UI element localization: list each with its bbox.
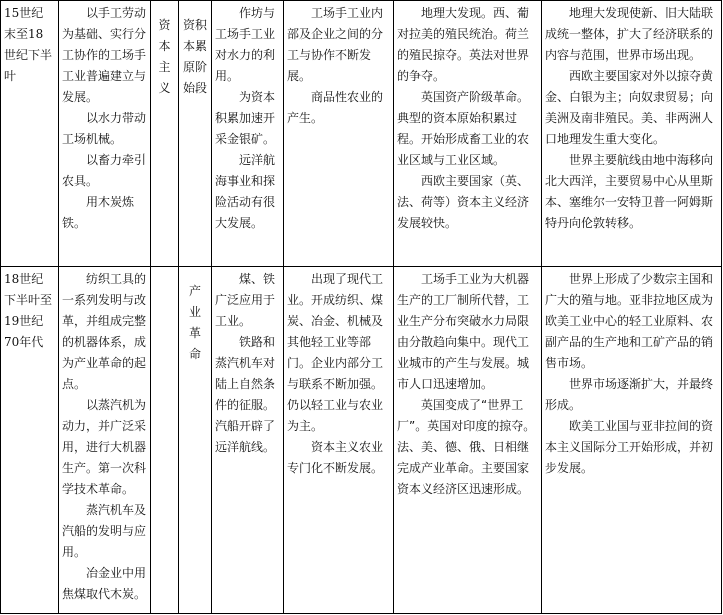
world-cell [542,1,722,267]
industry-para: 商品性农业的产生。 [287,90,384,125]
phase-text: 产业革命 [188,284,201,361]
transport-cell [212,267,284,614]
transport-cell [212,1,284,267]
period-text: 18世纪下半叶至19世纪70年代 [4,272,53,349]
tech-para: 蒸汽机车及汽船的发明与应用。 [62,503,147,559]
society-cell [394,1,542,267]
tech-para: 以畜力牵引农具。 [62,153,147,188]
tech-para: 冶金业中用焦煤取代木炭。 [62,566,147,601]
society-para: 英国资产阶级革命。典型的资本原始积累过程。开始形成畜工业的农业区域与工业区域。 [397,90,530,167]
world-para: 世界上形成了少数宗主国和广大的殖与地。亚非拉地区成为欧美工业中心的轻工业原料、农副产品的生产地和工矿产品的销售市场。 [545,272,714,370]
industry-cell [284,1,394,267]
world-para: 世界主要航线由地中海移向北大西洋，主要贸易中心从里斯本、塞维尔一安特卫普一阿姆斯特丹向伦敦转移。 [545,153,714,230]
table-row [1,267,722,614]
transport-para: 作坊与工场手工业对水力的利用。 [215,6,276,83]
phase-cell [179,267,212,614]
phase-text: 资积本累原阶始段 [182,18,207,95]
world-para: 世界市场逐渐扩大，并最终形成。 [545,377,714,412]
stage-cell [151,1,179,267]
transport-para: 远洋航海事业和探险活动有很大发展。 [215,153,276,230]
tech-para: 以手工劳动为基础、实行分工协作的工场手工业普遍建立与发展。 [62,6,147,104]
transport-para: 煤、铁广泛应用于工业。 [215,272,276,328]
tech-cell [59,267,151,614]
society-para: 西欧主要国家（英、法、荷等）资本主义经济发展较快。 [397,174,530,230]
society-cell [394,267,542,614]
transport-para: 铁路和蒸汽机车对陆上自然条件的征服。汽船开辟了远洋航线。 [215,335,276,454]
society-para: 英国变成了“世界工厂”。英国对印度的掠夺。法、美、德、俄、日相继完成产业革命。主要国家资本义经济区迅速形成。 [397,398,536,496]
industry-cell [284,267,394,614]
tech-cell [59,1,151,267]
stage-cell [151,267,179,614]
tech-para: 以水力带动工场机械。 [62,111,147,146]
world-cell [542,267,722,614]
period-cell [1,1,59,267]
tech-para: 纺织工具的一系列发明与改革，并组成完整的机器体系，成为产业革命的起点。 [62,272,147,391]
society-para: 工场手工业为大机器生产的工厂制所代替，工业生产分布突破水力局限由分散趋向集中。现代工业城市的产生与发展。城市人口迅速增加。 [397,272,530,391]
period-cell [1,267,59,614]
industry-para: 资本主义农业专门化不断发展。 [287,440,384,475]
industry-para: 工场手工业内部及企业之间的分工与协作不断发展。 [287,6,384,83]
society-para: 地理大发现。西、葡对拉美的殖民统治。荷兰的殖民掠夺。英法对世界的争夺。 [397,6,530,83]
world-para: 西欧主要国家对外以掠夺黄金、白银为主；向奴隶贸易；向美洲及南非殖民。美、非两洲人口地理发生重大变化。 [545,69,714,146]
world-para: 地理大发现使新、旧大陆联成统一整体，扩大了经济联系的内容与范围，世界市场出现。 [545,6,714,62]
stage-text: 资本主义 [158,18,171,95]
table-row [1,1,722,267]
industry-para: 出现了现代工业。开成纺织、煤炭、冶金、机械及其他轻工业等部门。企业内部分工与联系不断加强。仍以轻工业与农业为主。 [287,272,384,433]
transport-para: 为资本积累加速开采金银矿。 [215,90,276,146]
period-text: 15世纪末至18世纪下半叶 [4,6,53,83]
phase-cell [179,1,212,267]
tech-para: 用木炭炼铁。 [62,195,135,230]
world-para: 欧美工业国与亚非拉间的资本主义国际分工开始形成，并初步发展。 [545,419,714,475]
tech-para: 以蒸汽机为动力，并广泛采用，进行大机器生产。第一次科学技术革命。 [62,398,147,496]
